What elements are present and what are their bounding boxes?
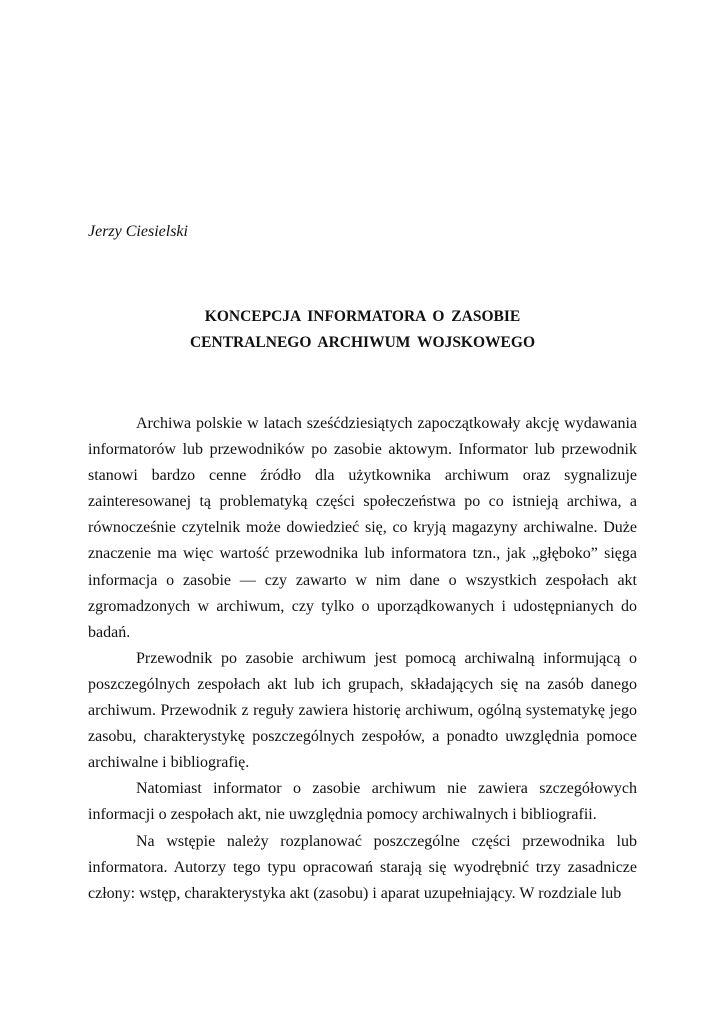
- paragraph-4: Na wstępie należy rozplanować poszczególne części przewodnika lub informatora. Autorzy tego typu opracowań starają się wyodrębnić trzy zasadnicze człony: wstęp, charakterystyka akt (zasobu) i aparat uzupełniający. W rozdziale lub: [88, 832, 637, 902]
- title-line-1: KONCEPCJA INFORMATORA O ZASOBIE: [204, 308, 521, 325]
- title-line-2: CENTRALNEGO ARCHIWUM WOJSKOWEGO: [189, 334, 536, 351]
- paragraph-1: Archiwa polskie w latach sześćdziesiątych zapoczątkowały akcję wydawania informatorów lub przewodników po zasobie aktowym. Informator lub przewodnik stanowi bardzo cenne źródło dla użytkownika archiwum oraz sygnalizuje zainteresowanej tą problematyką części społeczeństwa po co istnieją archiwa, a równocześnie czytelnik może dowiedzieć się, co kryją magazyny archiwalne. Duże znaczenie ma więc wartość przewodnika lub informatora tzn., jak „głęboko” sięga informacja o zasobie — czy zawarto w nim dane o wszystkich zespołach akt zgromadzonych w archiwum, czy tylko o uporządkowanych i udostępnianych do badań.: [88, 415, 637, 641]
- paragraph-3: Natomiast informator o zasobie archiwum nie zawiera szczegółowych informacji o zespołach akt, nie uwzględnia pomocy archiwalnych i bibliografii.: [88, 780, 637, 824]
- document-title: [88, 304, 637, 356]
- author-name: Jerzy Ciesielski: [88, 223, 188, 240]
- paragraph-2: Przewodnik po zasobie archiwum jest pomocą archiwalną informującą o poszczególnych zespołach akt lub ich grupach, składających się na zasób danego archiwum. Przewodnik z reguły zawiera historię archiwum, ogólną systematykę jego zasobu, charakterystykę poszczególnych zespołów, a ponadto uwzględnia pomoce archiwalne i bibliografię.: [88, 649, 637, 772]
- body-text: [88, 411, 637, 907]
